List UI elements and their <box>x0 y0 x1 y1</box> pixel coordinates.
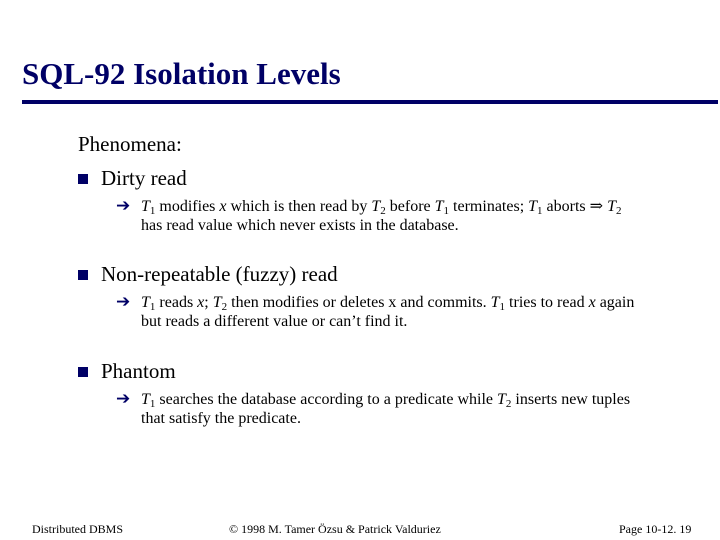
footer-copyright: © 1998 M. Tamer Özsu & Patrick Valduriez <box>229 522 441 536</box>
slide-title: SQL-92 Isolation Levels <box>22 56 341 91</box>
footer-page-number: Page 10-12. 19 <box>619 522 692 536</box>
right-arrow-icon: ➔ <box>116 292 131 312</box>
phenomena-heading: Phenomena: <box>78 132 182 156</box>
bullet-non-repeatable-read: Non-repeatable (fuzzy) read <box>101 262 338 286</box>
square-bullet-icon <box>78 367 88 377</box>
square-bullet-icon <box>78 270 88 280</box>
bullet-phantom: Phantom <box>101 359 176 383</box>
square-bullet-icon <box>78 174 88 184</box>
implies-symbol: ⇒ <box>589 198 604 215</box>
footer-left: Distributed DBMS <box>32 522 124 536</box>
phantom-description: $T_1$ searches the database according to a predicate while $T_2$ inserts new tuples that satisfy the predicate. <box>141 391 631 427</box>
dirty-read-description: $T_1$ modifies x which is then read by $T_2$ before $T_1$ terminates; $T_1$ aborts ⇒ $T_2$ has read value which never exists in the database. <box>141 198 622 234</box>
non-repeatable-read-description: $T_1$ reads x; $T_2$ then modifies or deletes x and commits. $T_1$ tries to read x again but reads a different value or can’t find it. <box>141 294 635 330</box>
bullet-dirty-read: Dirty read <box>101 166 187 190</box>
right-arrow-icon: ➔ <box>116 389 131 409</box>
title-underline <box>22 100 718 104</box>
right-arrow-icon: ➔ <box>116 196 131 216</box>
